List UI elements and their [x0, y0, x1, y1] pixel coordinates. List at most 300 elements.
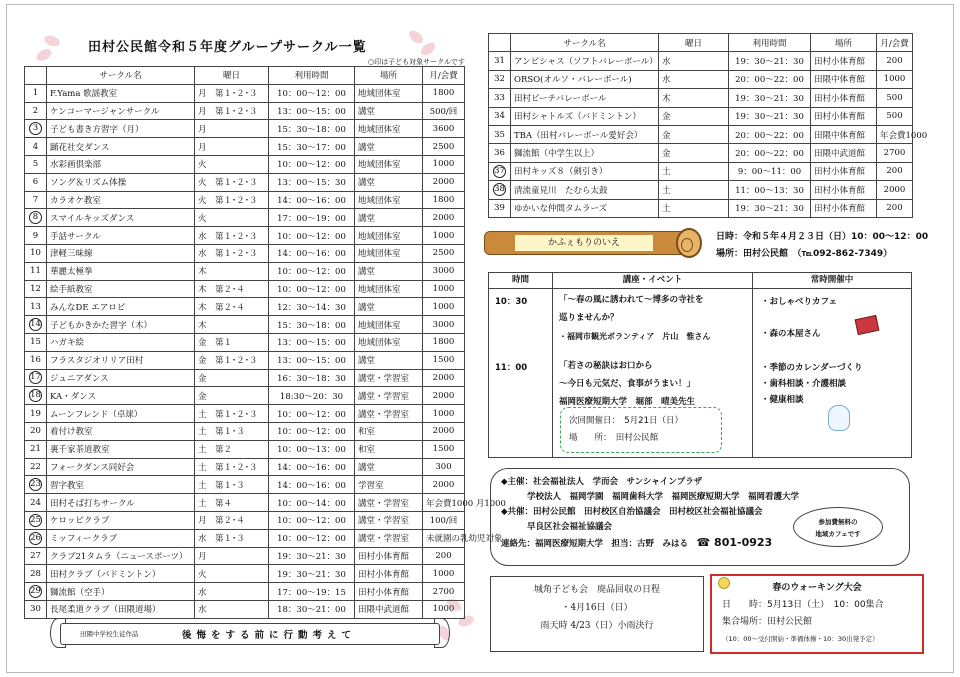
header-place: 場所	[355, 67, 423, 85]
schedule-time-column	[489, 273, 553, 457]
table-row	[489, 52, 913, 70]
table-row	[25, 511, 465, 529]
cell-fee: 1000	[423, 280, 465, 298]
cell-name: 田村ビーチバレーボール	[511, 89, 659, 107]
cell-time: 13：00～15：30	[269, 173, 355, 191]
kids-note: ○印は子ども対象サークルです	[368, 58, 465, 66]
header-time: 利用時間	[269, 67, 355, 85]
table-row	[25, 565, 465, 583]
cell-name: ORSO(オルソ・バレーボール)	[511, 70, 659, 88]
kids-circle-mark: 29	[30, 586, 41, 596]
cell-day: 金 第１	[195, 333, 269, 351]
contact-text: 連絡先：福岡医療短期大学 担当：古野 みはる	[501, 539, 697, 549]
cell-number: 5	[25, 155, 47, 173]
recycle-title: 城角子ども会 廃品回収の日程	[533, 585, 660, 595]
always-item-4: ・歯科相談・介護相談	[761, 379, 847, 389]
cell-day: 月	[195, 120, 269, 138]
cell-name: KA・ダンス	[47, 387, 195, 405]
always-item-1: ・おしゃべりカフェ	[761, 297, 838, 307]
cell-number	[25, 209, 47, 227]
cell-number: 11	[25, 262, 47, 280]
cell-name: ケンコーマージャンサークル	[47, 102, 195, 120]
cell-day: 水 第１･２･３	[195, 227, 269, 245]
banner-slogan: 後悔をする前に行動考えて	[182, 630, 357, 641]
event-1-line3: ・福岡市観光ボランティア 片山 惟さん	[559, 332, 711, 341]
cell-fee: 2000	[877, 181, 913, 199]
cell-fee: 200	[877, 199, 913, 217]
header-no	[489, 34, 511, 52]
cell-place: 講堂	[355, 173, 423, 191]
cell-time: 10：00～13：00	[269, 440, 355, 458]
cell-fee: 1000	[423, 298, 465, 316]
cell-time: 10：00～12：00	[269, 529, 355, 547]
table-row	[489, 181, 913, 199]
cafe-log-banner	[470, 228, 702, 258]
schedule-header-event: 講座・イベント	[553, 273, 752, 289]
cell-place: 地域団体室	[355, 227, 423, 245]
walking-detail: （10：00～受付開始・準備体操・10：30出発予定）	[722, 635, 879, 643]
table-row	[489, 125, 913, 143]
cell-number	[25, 476, 47, 494]
table-row	[25, 476, 465, 494]
cell-number: 12	[25, 280, 47, 298]
cell-place: 地域団体室	[355, 316, 423, 334]
cell-name: 絵手紙教室	[47, 280, 195, 298]
cell-place: 講堂	[355, 351, 423, 369]
cell-day: 月 第２･４	[195, 511, 269, 529]
cell-day: 水	[659, 52, 729, 70]
event-time-2: 11：00	[495, 363, 528, 373]
cell-time: 13：00～15：00	[269, 102, 355, 120]
cell-name: 水彩画倶楽部	[47, 155, 195, 173]
table-row	[25, 369, 465, 387]
next-date-box	[560, 407, 722, 453]
cell-name: ハガキ絵	[47, 333, 195, 351]
cell-name: 踊花社交ダンス	[47, 138, 195, 156]
table-row	[25, 422, 465, 440]
table-row	[25, 316, 465, 334]
cell-place: 学習室	[355, 476, 423, 494]
cell-day: 金	[195, 387, 269, 405]
walking-event-box	[710, 574, 924, 654]
cell-time: 18：30～21：00	[269, 600, 355, 618]
cell-fee: 2000	[423, 422, 465, 440]
cell-name: 習字教室	[47, 476, 195, 494]
cell-day: 火	[195, 565, 269, 583]
cell-place: 講堂・学習室	[355, 511, 423, 529]
cell-number: 19	[25, 405, 47, 423]
cell-place: 講堂	[355, 138, 423, 156]
table-row	[489, 199, 913, 217]
cell-name: フォークダンス同好会	[47, 458, 195, 476]
cell-number: 36	[489, 144, 511, 162]
table-row	[25, 173, 465, 191]
page-title: 田村公民館令和５年度グループサークル一覧	[88, 40, 367, 55]
walking-date: 日 時：5月13日（土） 10：00集合	[722, 600, 884, 610]
circle-table-right	[488, 33, 928, 218]
cell-name: カラオケ教室	[47, 191, 195, 209]
table-row	[25, 387, 465, 405]
cell-name: 田村シャトルズ（バドミントン）	[511, 107, 659, 125]
schedule-header-time: 時間	[489, 273, 552, 289]
kids-circle-mark: 23	[30, 479, 41, 490]
log-ring	[681, 238, 693, 252]
schedule-header-always: 常時開催中	[753, 273, 911, 289]
cell-name: 清流童見川 たむら太鼓	[511, 181, 659, 199]
table-row	[489, 144, 913, 162]
cell-name: 手話サークル	[47, 227, 195, 245]
table-row	[25, 155, 465, 173]
cell-fee: 2000	[423, 209, 465, 227]
cell-fee: 1500	[423, 440, 465, 458]
event-2-line3: 福岡医療短期大学 堀部 晴美先生	[559, 397, 696, 407]
cell-place: 田隈中武道館	[811, 144, 877, 162]
cell-place: 地域団体室	[355, 191, 423, 209]
cell-fee: 500/回	[423, 102, 465, 120]
cell-number: 2	[25, 102, 47, 120]
table-row	[25, 209, 465, 227]
always-item-2: ・森の本屋さん	[761, 329, 821, 339]
cell-day: 火 第１･２･３	[195, 191, 269, 209]
cell-place: 田村小体育館	[355, 565, 423, 583]
cell-fee: 年会費1000 月1000	[423, 494, 465, 512]
organizer-line-2: 学校法人 福岡学園 福岡歯科大学 福岡医療短期大学 福岡看護大学	[527, 492, 800, 502]
table-row	[489, 107, 913, 125]
cell-place: 田村小体育館	[811, 199, 877, 217]
cell-name: ミッフィークラブ	[47, 529, 195, 547]
cell-day: 月	[195, 138, 269, 156]
recycle-date: ・4月16日（日）	[561, 603, 633, 613]
cell-day: 火	[195, 155, 269, 173]
header-time: 利用時間	[729, 34, 811, 52]
event-2-line2: ～今日も元気だ、食事がうまい！」	[559, 379, 696, 389]
cell-number: 33	[489, 89, 511, 107]
cell-number: 15	[25, 333, 47, 351]
table-row	[25, 102, 465, 120]
cell-time: 10：00～14：00	[269, 494, 355, 512]
event-1-line1: 「～春の風に誘われて～博多の寺社を	[559, 295, 704, 305]
cell-number	[25, 511, 47, 529]
cell-day: 土 第１･２･３	[195, 405, 269, 423]
cell-time: 10：00～12：00	[269, 280, 355, 298]
cell-place: 講堂	[355, 102, 423, 120]
cell-place: 講堂	[355, 262, 423, 280]
table-row	[25, 333, 465, 351]
table-row	[25, 458, 465, 476]
header-place: 場所	[811, 34, 877, 52]
kids-circle-mark: 25	[30, 514, 41, 525]
cell-number: 21	[25, 440, 47, 458]
cell-number: 1	[25, 84, 47, 102]
cell-fee: 未就園の乳幼児対象	[423, 529, 465, 547]
header-fee: 月/会費	[877, 34, 913, 52]
cell-day: 土	[659, 199, 729, 217]
cell-time: 13：00～15：00	[269, 333, 355, 351]
cell-day: 月	[195, 547, 269, 565]
cell-time: 10：00～12：00	[269, 84, 355, 102]
cell-name: 華麗太極拳	[47, 262, 195, 280]
table-row	[25, 583, 465, 601]
cell-day: 火 第１･２･３	[195, 173, 269, 191]
table-row	[25, 120, 465, 138]
free-cafe-bubble	[793, 507, 883, 547]
cell-name: ゆかいな仲間タムラーズ	[511, 199, 659, 217]
cell-time: 20：00～22：00	[729, 70, 811, 88]
cell-number	[489, 162, 511, 180]
cell-place: 田隈中体育館	[811, 125, 877, 143]
cell-fee: 1800	[423, 333, 465, 351]
cell-fee: 2500	[423, 138, 465, 156]
cell-time: 19：30～21：30	[729, 107, 811, 125]
cell-day: 土 第１･３	[195, 422, 269, 440]
cafe-place: 場所：田村公民館 （℡092-862-7349）	[716, 249, 893, 259]
organizer-box	[490, 468, 910, 566]
cell-time: 17：00～19：00	[269, 209, 355, 227]
recycle-box	[490, 576, 704, 652]
table-row	[25, 351, 465, 369]
slogan-banner	[50, 618, 450, 648]
organizer-line-1: ◆主催：社会福祉法人 学而会 サンシャインプラザ	[501, 477, 703, 487]
cell-place: 講堂・学習室	[355, 405, 423, 423]
flower-icon	[718, 577, 730, 589]
cell-fee: 2000	[423, 476, 465, 494]
cohost-line-1: ◆共催：田村公民館 田村校区自治協議会 田村校区社会福祉協議会	[501, 507, 763, 517]
table-row	[25, 191, 465, 209]
cell-fee: 1000	[877, 70, 913, 88]
cell-day: 木 第２･４	[195, 298, 269, 316]
table-row	[25, 280, 465, 298]
cell-number	[489, 181, 511, 199]
kids-circle-mark: 26	[30, 532, 41, 543]
table-row	[25, 244, 465, 262]
cell-number	[25, 369, 47, 387]
cell-number	[25, 583, 47, 601]
cell-number	[25, 387, 47, 405]
cell-place: 講堂・学習室	[355, 529, 423, 547]
cell-name: 津軽三味線	[47, 244, 195, 262]
cell-number: 4	[25, 138, 47, 156]
cell-time: 20：00～22：00	[729, 144, 811, 162]
recycle-rain: 雨天時 4/23（日）小雨決行	[540, 621, 654, 631]
cell-time: 19：30～21：30	[729, 52, 811, 70]
kids-circle-mark: 17	[30, 372, 41, 383]
cell-time: 9：00～11：00	[729, 162, 811, 180]
table-row	[25, 138, 465, 156]
cell-name: アンビシャス（ソフトバレーボール）	[511, 52, 659, 70]
tooth-icon	[828, 405, 850, 431]
table-row	[489, 89, 913, 107]
cell-time: 19：30～21：30	[269, 565, 355, 583]
kids-circle-mark: 37	[494, 165, 505, 176]
cell-name: 田村キッズ８（剣引き）	[511, 162, 659, 180]
cell-day: 木	[195, 262, 269, 280]
cell-name: 田村クラブ（バドミントン）	[47, 565, 195, 583]
cell-time: 16：30～18：30	[269, 369, 355, 387]
cell-place: 地域団体室	[355, 120, 423, 138]
cell-fee: 1000	[423, 405, 465, 423]
cell-number: 16	[25, 351, 47, 369]
cell-number: 24	[25, 494, 47, 512]
cell-day: 土 第１･３	[195, 476, 269, 494]
cell-number: 20	[25, 422, 47, 440]
cell-number: 31	[489, 52, 511, 70]
event-2-line1: 「若さの秘訣はお口から	[559, 361, 653, 371]
cell-time: 19：30～21：30	[729, 89, 811, 107]
cell-day: 土 第２	[195, 440, 269, 458]
cell-name: 子ども書き方習字（月）	[47, 120, 195, 138]
cell-place: 地域団体室	[355, 84, 423, 102]
cell-fee: 2000	[423, 369, 465, 387]
cell-time: 14：00～16：00	[269, 476, 355, 494]
always-item-3: ・季節のカレンダーづくり	[761, 363, 863, 373]
table-row	[25, 262, 465, 280]
cell-time: 10：00～12：00	[269, 262, 355, 280]
cell-day: 金	[659, 125, 729, 143]
cell-fee: 200	[877, 162, 913, 180]
cell-number: 10	[25, 244, 47, 262]
cell-fee: 3000	[423, 262, 465, 280]
cell-number: 13	[25, 298, 47, 316]
cell-fee: 3600	[423, 120, 465, 138]
cell-place: 地域団体室	[355, 244, 423, 262]
cell-day: 水 第１･２･３	[195, 244, 269, 262]
header-day: 曜日	[659, 34, 729, 52]
cell-name: ジュニアダンス	[47, 369, 195, 387]
cell-number: 34	[489, 107, 511, 125]
cell-name: 獅流館（空手）	[47, 583, 195, 601]
cell-number: 22	[25, 458, 47, 476]
cafe-date: 日時：令和５年４月２３日（日）10：00～12：00	[716, 232, 929, 242]
cell-day: 金	[195, 369, 269, 387]
cell-time: 14：00～16：00	[269, 458, 355, 476]
cell-name: フラスタジオリリア田村	[47, 351, 195, 369]
cell-name: クラブ21タムラ（ニュースポーツ）	[47, 547, 195, 565]
cell-day: 水	[659, 70, 729, 88]
header-name: サークル名	[511, 34, 659, 52]
cell-name: 子どもかきかた習字（木）	[47, 316, 195, 334]
banner-school: 田隈中学校生徒作品	[80, 630, 139, 638]
contact-phone: ☎ 801-0923	[696, 536, 773, 549]
cell-fee: 200	[877, 52, 913, 70]
cell-fee: 3000	[423, 316, 465, 334]
cell-fee: 2500	[423, 244, 465, 262]
kids-circle-mark: 8	[29, 211, 42, 224]
table-header-row	[489, 34, 913, 52]
table-row	[25, 298, 465, 316]
event-time-1: 10：30	[495, 297, 528, 307]
cell-day: 金	[659, 144, 729, 162]
cell-time: 14：00～16：00	[269, 244, 355, 262]
cell-time: 13：00～15：00	[269, 351, 355, 369]
walking-title: 春のウォーキング大会	[772, 583, 862, 593]
cell-place: 講堂	[355, 209, 423, 227]
table-row	[25, 440, 465, 458]
table-header-row	[25, 67, 465, 85]
cell-time: 20：00～22：00	[729, 125, 811, 143]
cell-number	[25, 316, 47, 334]
cell-name: ムーンフレンド（卓球）	[47, 405, 195, 423]
cell-place: 講堂・学習室	[355, 494, 423, 512]
cell-fee: 1000	[423, 155, 465, 173]
cell-fee: 1500	[423, 351, 465, 369]
cell-day: 土 第１･２･３	[195, 458, 269, 476]
cell-name: ソング＆リズム体操	[47, 173, 195, 191]
cell-fee: 500	[877, 107, 913, 125]
cell-place: 講堂・学習室	[355, 387, 423, 405]
table-row	[489, 70, 913, 88]
cell-time: 11：00～13：30	[729, 181, 811, 199]
cell-time: 10：00～12：00	[269, 511, 355, 529]
cell-fee: 1800	[423, 191, 465, 209]
header-fee: 月/会費	[423, 67, 465, 85]
cell-place: 田村小体育館	[811, 52, 877, 70]
cell-fee: 1000	[423, 565, 465, 583]
cell-fee: 300	[423, 458, 465, 476]
cell-day: 水 第１･３	[195, 529, 269, 547]
cell-number: 30	[25, 600, 47, 618]
cell-place: 和室	[355, 440, 423, 458]
table-row	[25, 405, 465, 423]
cell-time: 10：00～12：00	[269, 405, 355, 423]
cell-time: 10：00～12：00	[269, 422, 355, 440]
kids-circle-mark: 38	[494, 184, 505, 195]
header-name: サークル名	[47, 67, 195, 85]
log-end	[676, 228, 702, 258]
cell-number: 6	[25, 173, 47, 191]
cell-fee: 2700	[423, 583, 465, 601]
cell-day: 金 第１･２･３	[195, 351, 269, 369]
cell-day: 火	[195, 209, 269, 227]
table-row	[25, 529, 465, 547]
bubble-line-1: 参加費無料の	[818, 518, 858, 526]
cell-time: 15：30～18：00	[269, 120, 355, 138]
cell-time: 14：00～16：00	[269, 191, 355, 209]
cell-day: 土	[659, 181, 729, 199]
cell-name: ケロッピクラブ	[47, 511, 195, 529]
cell-day: 木 第２･４	[195, 280, 269, 298]
cell-number: 35	[489, 125, 511, 143]
cell-number: 32	[489, 70, 511, 88]
cell-place: 田村小体育館	[811, 89, 877, 107]
cell-place: 地域団体室	[355, 155, 423, 173]
table-row	[25, 227, 465, 245]
cell-fee: 1800	[423, 84, 465, 102]
cell-place: 田村小体育館	[811, 107, 877, 125]
cell-name: 獅流館（中学生以上）	[511, 144, 659, 162]
cell-place: 田村小体育館	[811, 181, 877, 199]
cell-number: 27	[25, 547, 47, 565]
table-row	[25, 494, 465, 512]
cell-time: 12：30～14：30	[269, 298, 355, 316]
cell-time: 19：30～21：30	[269, 547, 355, 565]
cell-name: 裏千家茶道教室	[47, 440, 195, 458]
cafe-name: かふぇもりのいえ	[514, 234, 654, 252]
cell-place: 田村小体育館	[811, 162, 877, 180]
bubble-line-2: 地域カフェです	[815, 530, 861, 538]
cell-fee: 1000	[423, 600, 465, 618]
cell-time: 18:30～20：30	[269, 387, 355, 405]
cell-day: 水	[195, 583, 269, 601]
cell-number: 39	[489, 199, 511, 217]
cell-place: 講堂・学習室	[355, 369, 423, 387]
cell-name: TBA（田村バレーボール愛好会）	[511, 125, 659, 143]
table-row	[25, 547, 465, 565]
cell-fee: 2700	[877, 144, 913, 162]
cell-time: 10：00～12：00	[269, 155, 355, 173]
cell-place: 田隈中武道館	[355, 600, 423, 618]
always-item-5: ・健康相談	[761, 395, 804, 405]
cell-place: 田村小体育館	[355, 583, 423, 601]
